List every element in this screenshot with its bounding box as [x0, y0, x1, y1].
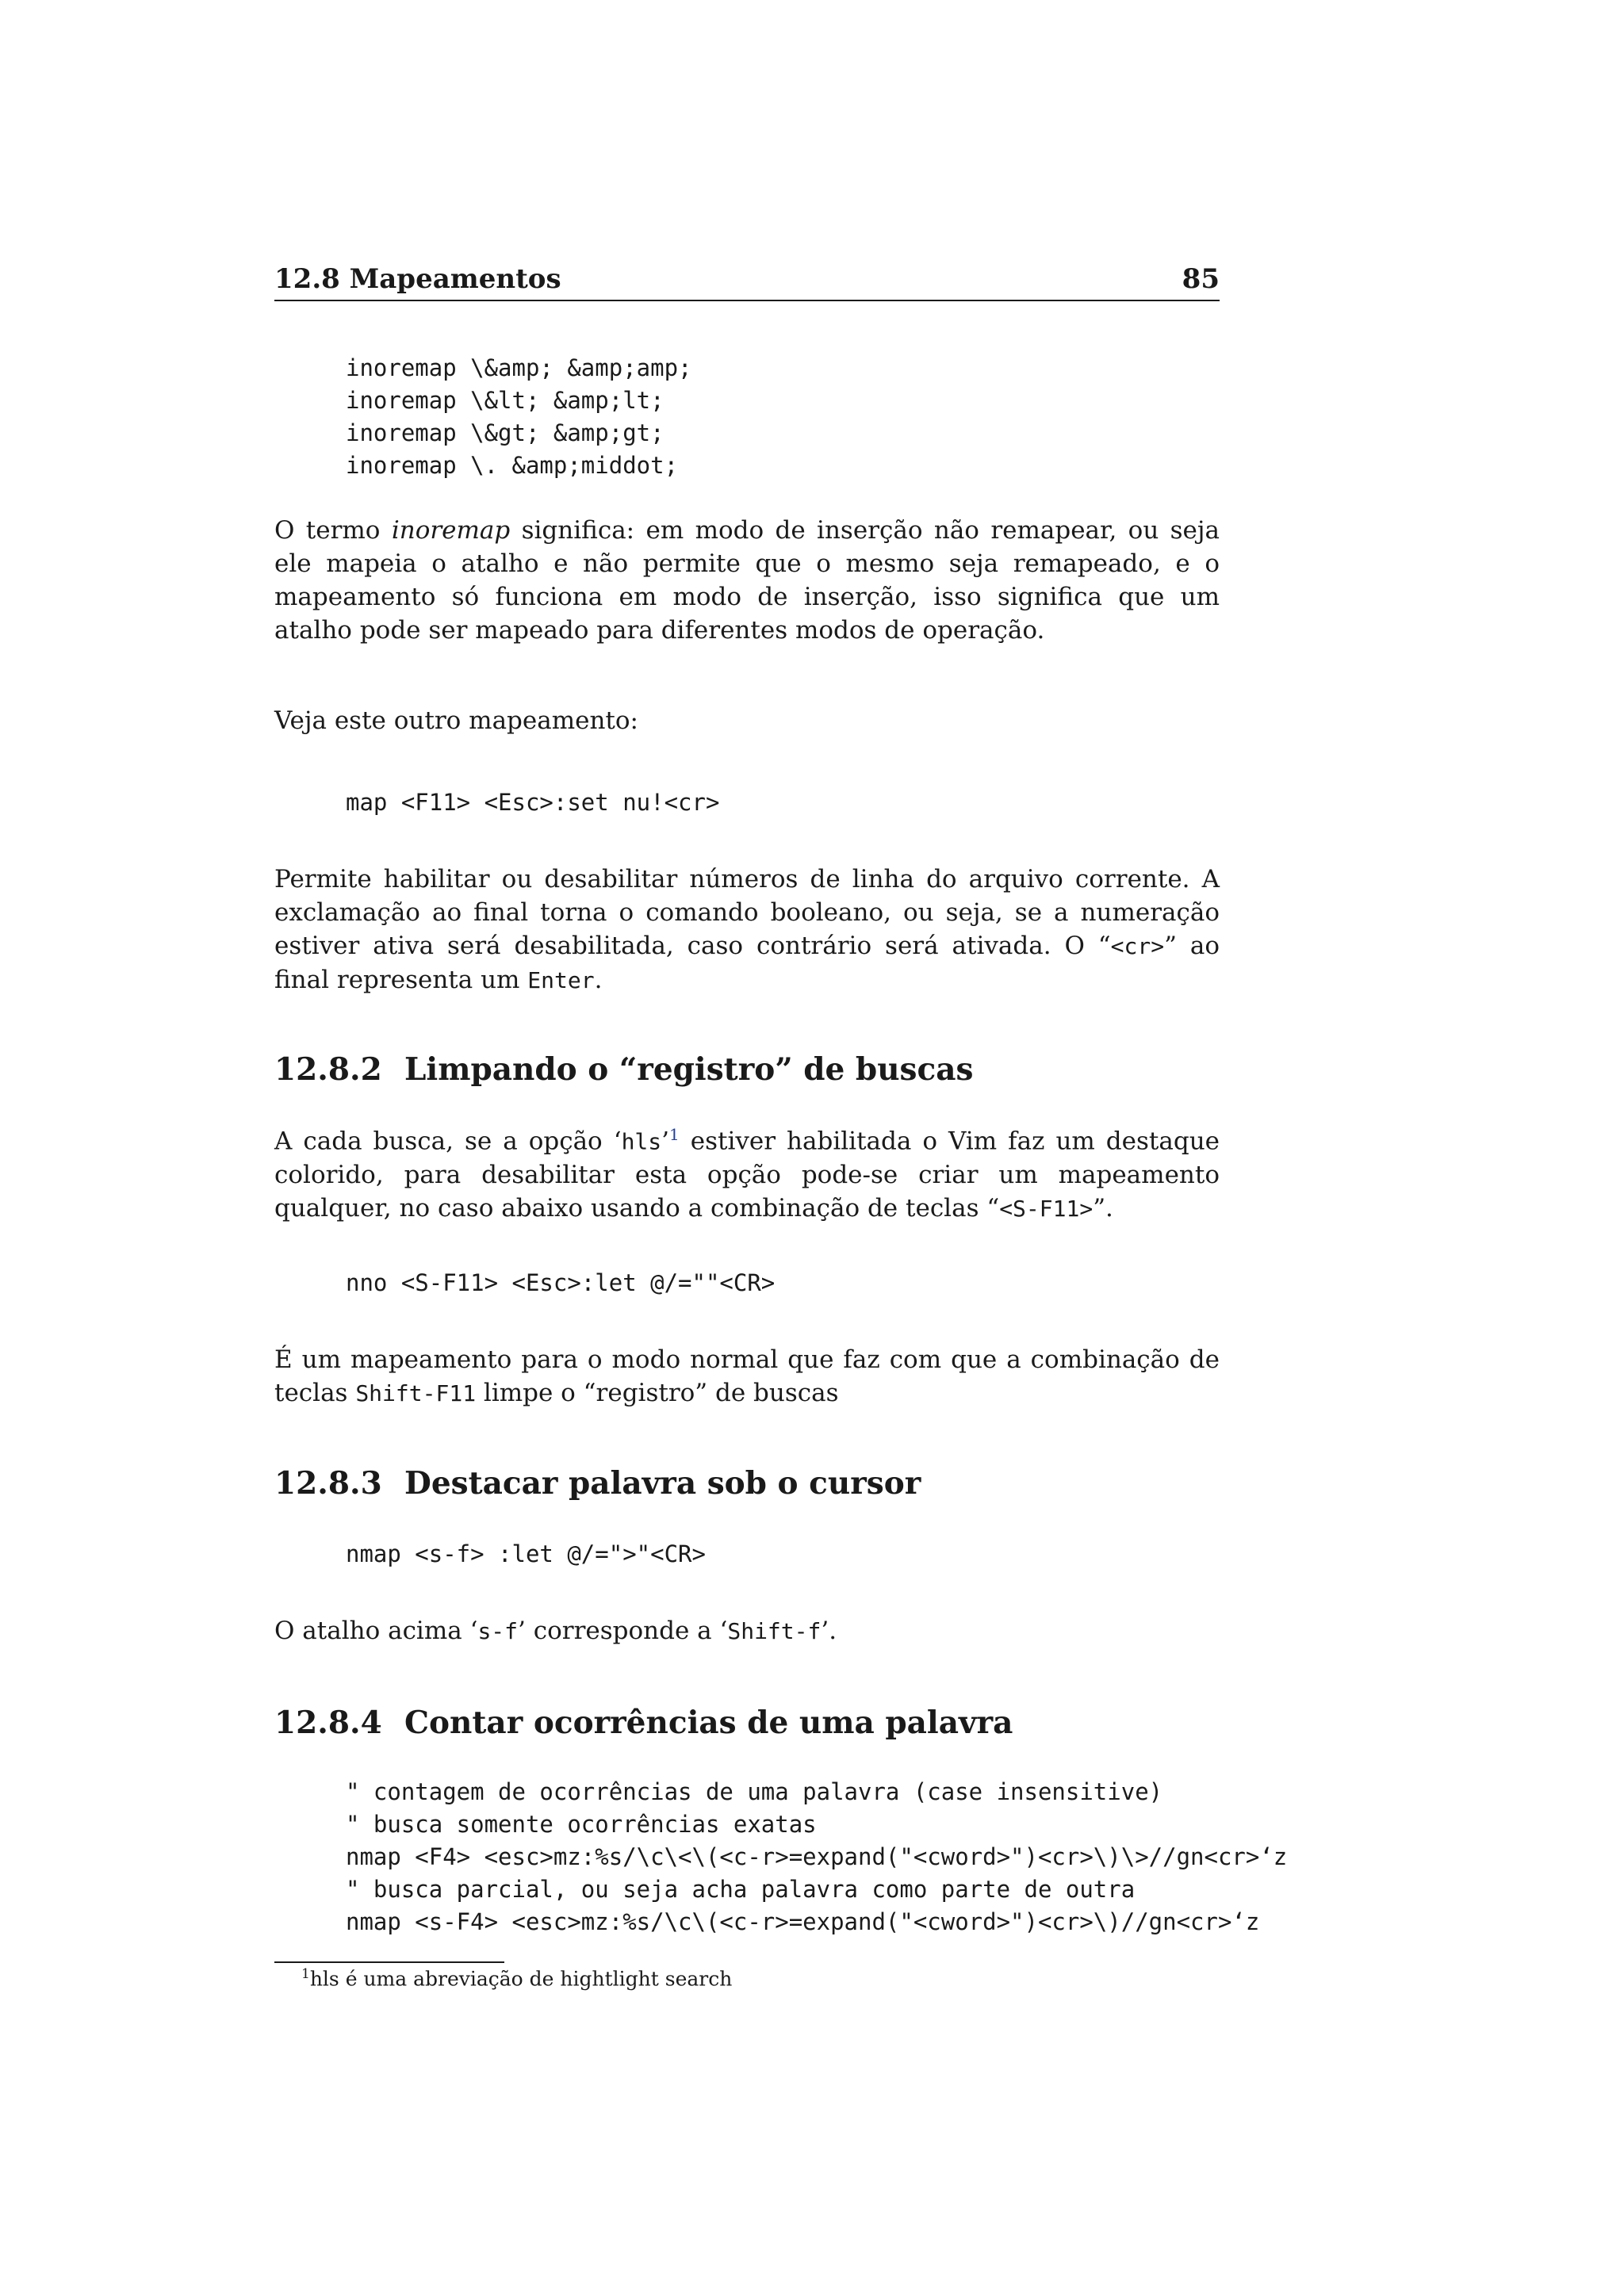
footnote-mark: 1 — [301, 1966, 310, 1982]
code-block-sf11 — [346, 1267, 775, 1299]
page-number: 85 — [1182, 263, 1220, 295]
code-line: nmap <F4> <esc>mz:%s/\c\<\(<c-r>=expand("<cword>")<cr>\)\>//gn<cr>‘z — [346, 1843, 1288, 1870]
footnote — [301, 1966, 732, 1990]
footnote-rule — [274, 1961, 504, 1963]
paragraph-veja: Veja este outro mapeamento: — [274, 706, 638, 735]
code-line: map <F11> <Esc>:set nu!<cr> — [346, 789, 720, 816]
code-line: inoremap \&gt; &amp;gt; — [346, 419, 665, 446]
inline-code: Shift-F11 — [355, 1380, 477, 1406]
paragraph-inoremap: O termo inoremap significa: em modo de inserção não remapear, ou seja ele mapeia o atalho e não permite que o mesmo seja remapeado, e o mapeamento só funciona em modo de inserção, isso significa que um atalho pode ser mapeado para diferentes modos de operação. — [274, 516, 1220, 645]
code-line: " busca somente ocorrências exatas — [346, 1811, 817, 1838]
footnote-text: hls é uma abreviação de hightlight search — [309, 1967, 733, 1991]
code-line: inoremap \&amp; &amp;amp; — [346, 354, 692, 381]
paragraph-atalho: O atalho acima ‘s-f’ corresponde a ‘Shift-f’. — [274, 1617, 837, 1645]
code-line: " busca parcial, ou seja acha palavra como parte de outra — [346, 1876, 1136, 1903]
paragraph-normal: É um mapeamento para o modo normal que faz com que a combinação de teclas Shift-F11 limpe o “registro” de buscas — [274, 1345, 1220, 1407]
code-block-entities — [346, 352, 692, 482]
inline-code: hls — [621, 1128, 662, 1155]
footnote-marker[interactable]: 1 — [669, 1125, 680, 1144]
inline-code: <S-F11> — [999, 1196, 1094, 1223]
code-line: nno <S-F11> <Esc>:let @/=""<CR> — [346, 1269, 776, 1296]
section-heading-12-8-4: 12.8.4 Contar ocorrências de uma palavra — [274, 1705, 1013, 1741]
code-line: " contagem de ocorrências de uma palavra (case insensitive) — [346, 1778, 1163, 1805]
inline-code: Enter — [527, 967, 595, 993]
code-block-count — [346, 1776, 1287, 1938]
inline-code: s-f — [477, 1618, 519, 1644]
code-line: nmap <s-F4> <esc>mz:%s/\c\(<c-r>=expand("<cword>")<cr>\)//gn<cr>‘z — [346, 1908, 1260, 1935]
inline-code: Shift-f — [727, 1618, 822, 1644]
paragraph-permite: Permite habilitar ou desabilitar números de linha do arquivo corrente. A exclamação ao final torna o comando booleano, ou seja, se a numeração estiver ativa será desabilitada, caso contrário será ativada. O “<cr>” ao final representa um Enter. — [274, 865, 1220, 994]
code-block-f11 — [346, 786, 719, 819]
inline-code: <cr> — [1110, 933, 1165, 959]
term-inoremap: inoremap — [391, 516, 511, 545]
section-heading-12-8-3: 12.8.3 Destacar palavra sob o cursor — [274, 1465, 921, 1502]
code-line: inoremap \&lt; &amp;lt; — [346, 387, 665, 414]
header-section-title: 12.8 Mapeamentos — [274, 263, 561, 295]
code-line: nmap <s-f> :let @/=">"<CR> — [346, 1540, 706, 1567]
paragraph-busca: A cada busca, se a opção ‘hls’$^1$ estiver habilitada o Vim faz um destaque colorido, para desabilitar esta opção pode-se criar um mapeamento qualquer, no caso abaixo usando a combinação de teclas “<S-F11>”. — [274, 1125, 1220, 1223]
running-header — [274, 263, 1220, 301]
section-heading-12-8-2: 12.8.2 Limpando o “registro” de buscas — [274, 1051, 974, 1088]
code-block-sf — [346, 1538, 706, 1571]
code-line: inoremap \. &amp;middot; — [346, 452, 679, 479]
